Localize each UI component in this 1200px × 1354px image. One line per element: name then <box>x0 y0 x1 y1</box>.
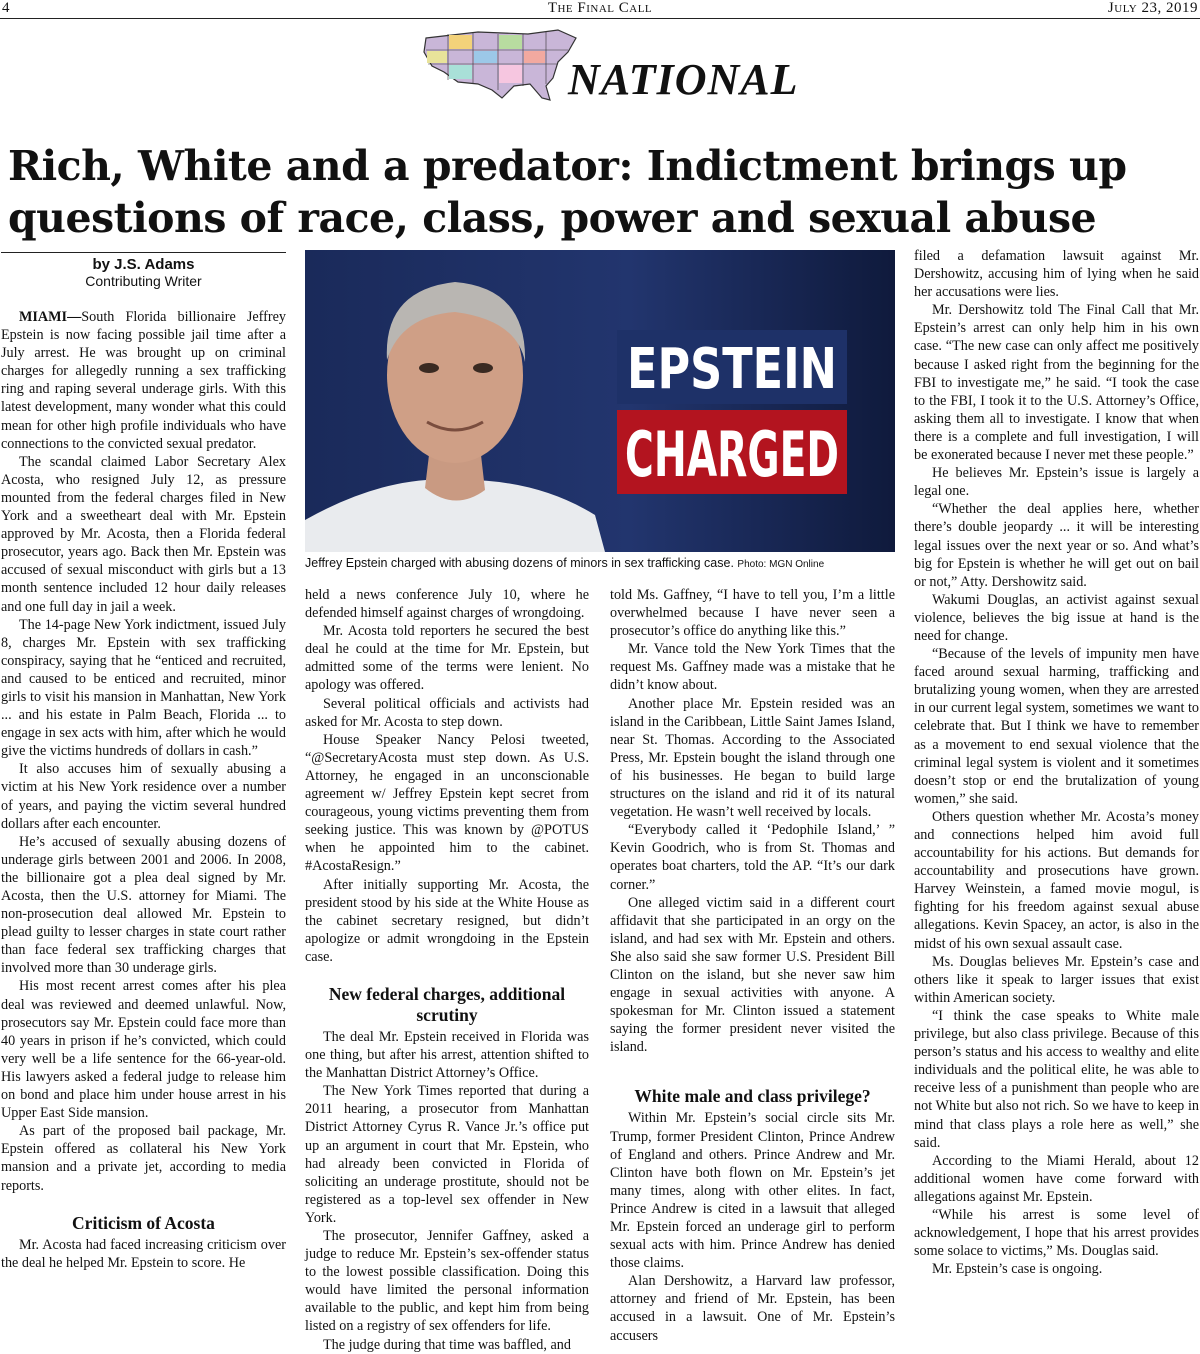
article-paragraph: “Because of the levels of impunity men have faced around sexual harming, trafficking and brutalizing young women, when they are arrested in our current legal system, sometimes we want to celebrate that. But I think we have to remember as a movement to end sexual violence that the criminal legal system is violent and it sometimes doesn’t stop or end the brutalization of young women,” she said. <box>914 646 1199 807</box>
article-column-3 <box>610 586 895 1345</box>
article-paragraph: told Ms. Gaffney, “I have to tell you, I’m a little overwhelmed because I have never seen a prosecutor’s office do anything like this.” <box>610 587 895 640</box>
article-paragraph: House Speaker Nancy Pelosi tweeted, “@SecretaryAcosta must step down. As U.S. Attorney, he engaged in an unconscionable agreement w/ Jeffrey Epstein kept secret from courageous, young victims preventing them from seeking justice. This was known by @POTUS when he appointed him to the cabinet. #AcostaResign.” <box>305 731 589 875</box>
article-paragraph: “I think the case speaks to White male privilege, but also class privilege. Because of this person’s status and his access to wealthy and elite individuals and the political elite, he was able to receive less of a punishment than people who are not White but also not rich. So we have to keep in mind that class plays a role here as well,” she said. <box>914 1007 1199 1151</box>
article-paragraph: Mr. Acosta told reporters he secured the best deal he could at the time for Mr. Epstein, but admitted some of the terms were lenient. No apology was offered. <box>305 623 589 694</box>
section-masthead <box>418 26 818 106</box>
article-paragraph: It also accuses him of sexually abusing a victim at his New York residence over a number of years, and paying the victim several hundred dollars after each encounter. <box>1 761 286 832</box>
article-paragraph: The deal Mr. Epstein received in Florida was one thing, but after his arrest, attention shifted to the Manhattan District Attorney’s Office. <box>305 1028 589 1082</box>
article-paragraph: “While his arrest is some level of acknowledgement, I hope that his arrest provides some solace to victims,” Ms. Douglas said. <box>914 1206 1199 1260</box>
article-paragraph: His most recent arrest comes after his plea deal was reviewed and deemed unlawful. Now, prosecutors say Mr. Epstein could face more than 40 years in prison if he’s convicted, which could very well be a life sentence for the 66-year-old. His lawyers asked a federal judge to release him on bond and place him under house arrest in his Upper East Side mansion. <box>1 978 286 1122</box>
article-paragraph: “Everybody called it ‘Pedophile Island,’ ” Kevin Goodrich, who is from St. Thomas and operates boat charters, told the AP. “It’s our dark corner.” <box>610 822 895 893</box>
article-paragraph: Several political officials and activists had asked for Mr. Acosta to step down. <box>305 695 589 730</box>
article-paragraph: According to the Miami Herald, about 12 additional women have come forward with allegations against Mr. Epstein. <box>914 1152 1199 1205</box>
article-paragraph: He believes Mr. Epstein’s issue is largely a legal one. <box>914 465 1199 500</box>
article-paragraph: The scandal claimed Labor Secretary Alex Acosta, who resigned July 12, as pressure mounted from the federal charges filed in New York and a sweetheart deal with Mr. Epstein approved by Mr. Acosta, then a Florida federal prosecutor, years ago. Back then Mr. Epstein was accused of sexual misconduct with girls but a 13 month sentence included 12 hour daily releases and one full day in jail a week. <box>1 453 286 615</box>
photo-caption <box>305 556 895 570</box>
article-column-1 <box>1 308 286 1272</box>
article-paragraph: Others question whether Mr. Acosta’s money and connections helped him avoid full accountability for his actions. But demands for accountability and prosecutions have grown. Harvey Weinstein, a famed movie mogul, is fighting for his freedom against sexual abuse allegations. Kevin Spacey, an actor, is also in the midst of his own sexual assault case. <box>914 808 1199 952</box>
article-paragraph <box>1 308 286 453</box>
article-paragraph: The 14-page New York indictment, issued July 8, charges Mr. Epstein with sex trafficking conspiracy, saying that he “enticed and recruited, and caused to be enticed and recruited, minor girls to visit his mansion in Manhattan, New York ... and his estate in Palm Beach, Florida ... to engage in sex acts with him, after which he would give the victims hundreds of dollars in cash.” <box>1 616 286 760</box>
article-paragraph: As part of the proposed bail package, Mr. Epstein offered as collateral his New York mansion and a private jet, according to media reports. <box>1 1123 286 1194</box>
page-number: 4 <box>2 0 10 16</box>
publication-name: The Final Call <box>547 0 653 16</box>
article-paragraph: After initially supporting Mr. Acosta, the president stood by his side at the White House as the cabinet secretary resigned, but didn’t apologize or admit wrongdoing in the Epstein case. <box>305 876 589 965</box>
article-paragraph: Ms. Douglas believes Mr. Epstein’s case and others like it speak to larger issues that exist within American society. <box>914 953 1199 1006</box>
article-paragraph: The New York Times reported that during a 2011 hearing, a prosecutor from Manhattan District Attorney Cyrus R. Vance Jr.’s office put up an argument in court that Mr. Epstein, who had already been convicted in Florida of soliciting an underage prostitute, should not be registered as a top-level sex offender in New York. <box>305 1083 589 1226</box>
article-paragraph: Wakumi Douglas, an activist against sexual violence, believes the big issue at hand is the need for change. <box>914 591 1199 644</box>
article-paragraph: held a news conference July 10, where he defended himself against charges of wrongdoing. <box>305 587 589 622</box>
subhead: White male and class privilege? <box>634 1086 871 1107</box>
issue-date: July 23, 2019 <box>1107 0 1198 16</box>
article-column-4 <box>914 247 1199 1278</box>
byline-name: by J.S. Adams <box>92 256 195 273</box>
photo-overlay-line1: EPSTEIN <box>627 337 837 402</box>
dateline: MIAMI— <box>19 309 82 325</box>
article-paragraph: Mr. Vance told the New York Times that the request Ms. Gaffney made was a mistake that he didn’t know about. <box>610 641 895 694</box>
article-paragraph: The prosecutor, Jennifer Gaffney, asked a judge to reduce Mr. Epstein’s sex-offender status to the lowest possible classification. Doing this would have limited the personal information available to the public, and kept him from being listed on a registry of sex offenders for life. <box>305 1228 589 1335</box>
paragraph-text: South Florida billionaire Jeffrey Epstein is now facing possible jail time after a July arrest. He was brought up on criminal charges for allegedly running a sex trafficking ring and raping several underage girls. With this latest development, many wonder what this could mean for other high profile individuals who have connections to the convicted sexual predator. <box>1 309 286 452</box>
article-paragraph: Within Mr. Epstein’s social circle sits Mr. Trump, former President Clinton, Prince Andrew of England and others. Prince Andrew and Mr. Clinton have both flown on Mr. Epstein’s jet many times, along with other elites. In fact, Prince Andrew is cited in a lawsuit that alleged Mr. Epstein forced an underage girl to perform sexual acts with him. Prince Andrew has denied those claims. <box>610 1110 895 1272</box>
article-paragraph: “Whether the deal applies here, whether there’s double jeopardy ... it will be interesting legal issues over the next year or so. And what’s big for Epstein is whether he will get out on bail or not,” Atty. Dershowitz said. <box>914 501 1199 590</box>
page-folio <box>0 0 1200 19</box>
article-paragraph: He’s accused of sexually abusing dozens of underage girls between 2001 and 2006. In 2008, the billionaire got a plea deal signed by Mr. Acosta, then the U.S. attorney for Miami. The non-prosecution deal allowed Mr. Epstein to plead guilty to lesser charges in state court rather than face federal sex trafficking charges that involved more than 30 underage girls. <box>1 833 286 977</box>
article-paragraph: Another place Mr. Epstein resided was an island in the Caribbean, Little Saint James Island, near St. Thomas. According to the Associated Press, Mr. Epstein bought the island through one of his businesses. He began to build large structures on the island and rid it of its natural vegetation. He wasn’t well received by locals. <box>610 695 895 821</box>
byline-role: Contributing Writer <box>85 273 202 289</box>
caption-text: Jeffrey Epstein charged with abusing dozens of minors in sex trafficking case. <box>305 556 734 570</box>
article-photo <box>305 250 895 552</box>
article-paragraph: Mr. Acosta had faced increasing criticism over the deal he helped Mr. Epstein to score. He <box>1 1236 286 1271</box>
section-title: NATIONAL <box>568 55 799 104</box>
photo-overlay-line2: CHARGED <box>625 418 839 491</box>
article-paragraph: The judge during that time was baffled, and <box>323 1336 571 1353</box>
photo-credit: Photo: MGN Online <box>737 559 825 570</box>
headline: Rich, White and a predator: Indictment brings up questions of race, class, power and sexual abuse <box>8 142 1127 242</box>
article-paragraph: filed a defamation lawsuit against Mr. Dershowitz, accusing him of lying when he said her accusations were lies. <box>914 248 1199 301</box>
subhead: Criticism of Acosta <box>72 1212 215 1233</box>
byline <box>1 252 286 289</box>
article-paragraph: Mr. Dershowitz told The Final Call that Mr. Epstein’s arrest can only help him in his own case. “The new case can only affect me positively because I asked right from the beginning for the FBI to investigate me,” he said. “I took the case to the FBI, I took it to the U.S. Attorney’s Office, asking them all to investigate. I know that when there is a complete and full investigation, I will be exonerated because I never met these people.” <box>914 302 1199 464</box>
article-column-2 <box>305 586 589 1354</box>
subhead: New federal charges, additional scrutiny <box>328 983 566 1025</box>
article-paragraph: One alleged victim said in a different court affidavit that she participated in an orgy on the island, and had sex with Mr. Epstein and others. She also said she saw former U.S. President Bill Clinton on the island, but she never saw him engage in sexual activities with anyone. A spokesman for Mr. Clinton issued a statement saying the former president never visited the island. <box>610 894 895 1056</box>
article-paragraph: Alan Dershowitz, a Harvard law professor, attorney and friend of Mr. Epstein, has been accused in a lawsuit. One of Mr. Epstein’s accusers <box>610 1273 895 1344</box>
us-map-icon <box>418 26 583 106</box>
article-paragraph: Mr. Epstein’s case is ongoing. <box>932 1261 1103 1278</box>
